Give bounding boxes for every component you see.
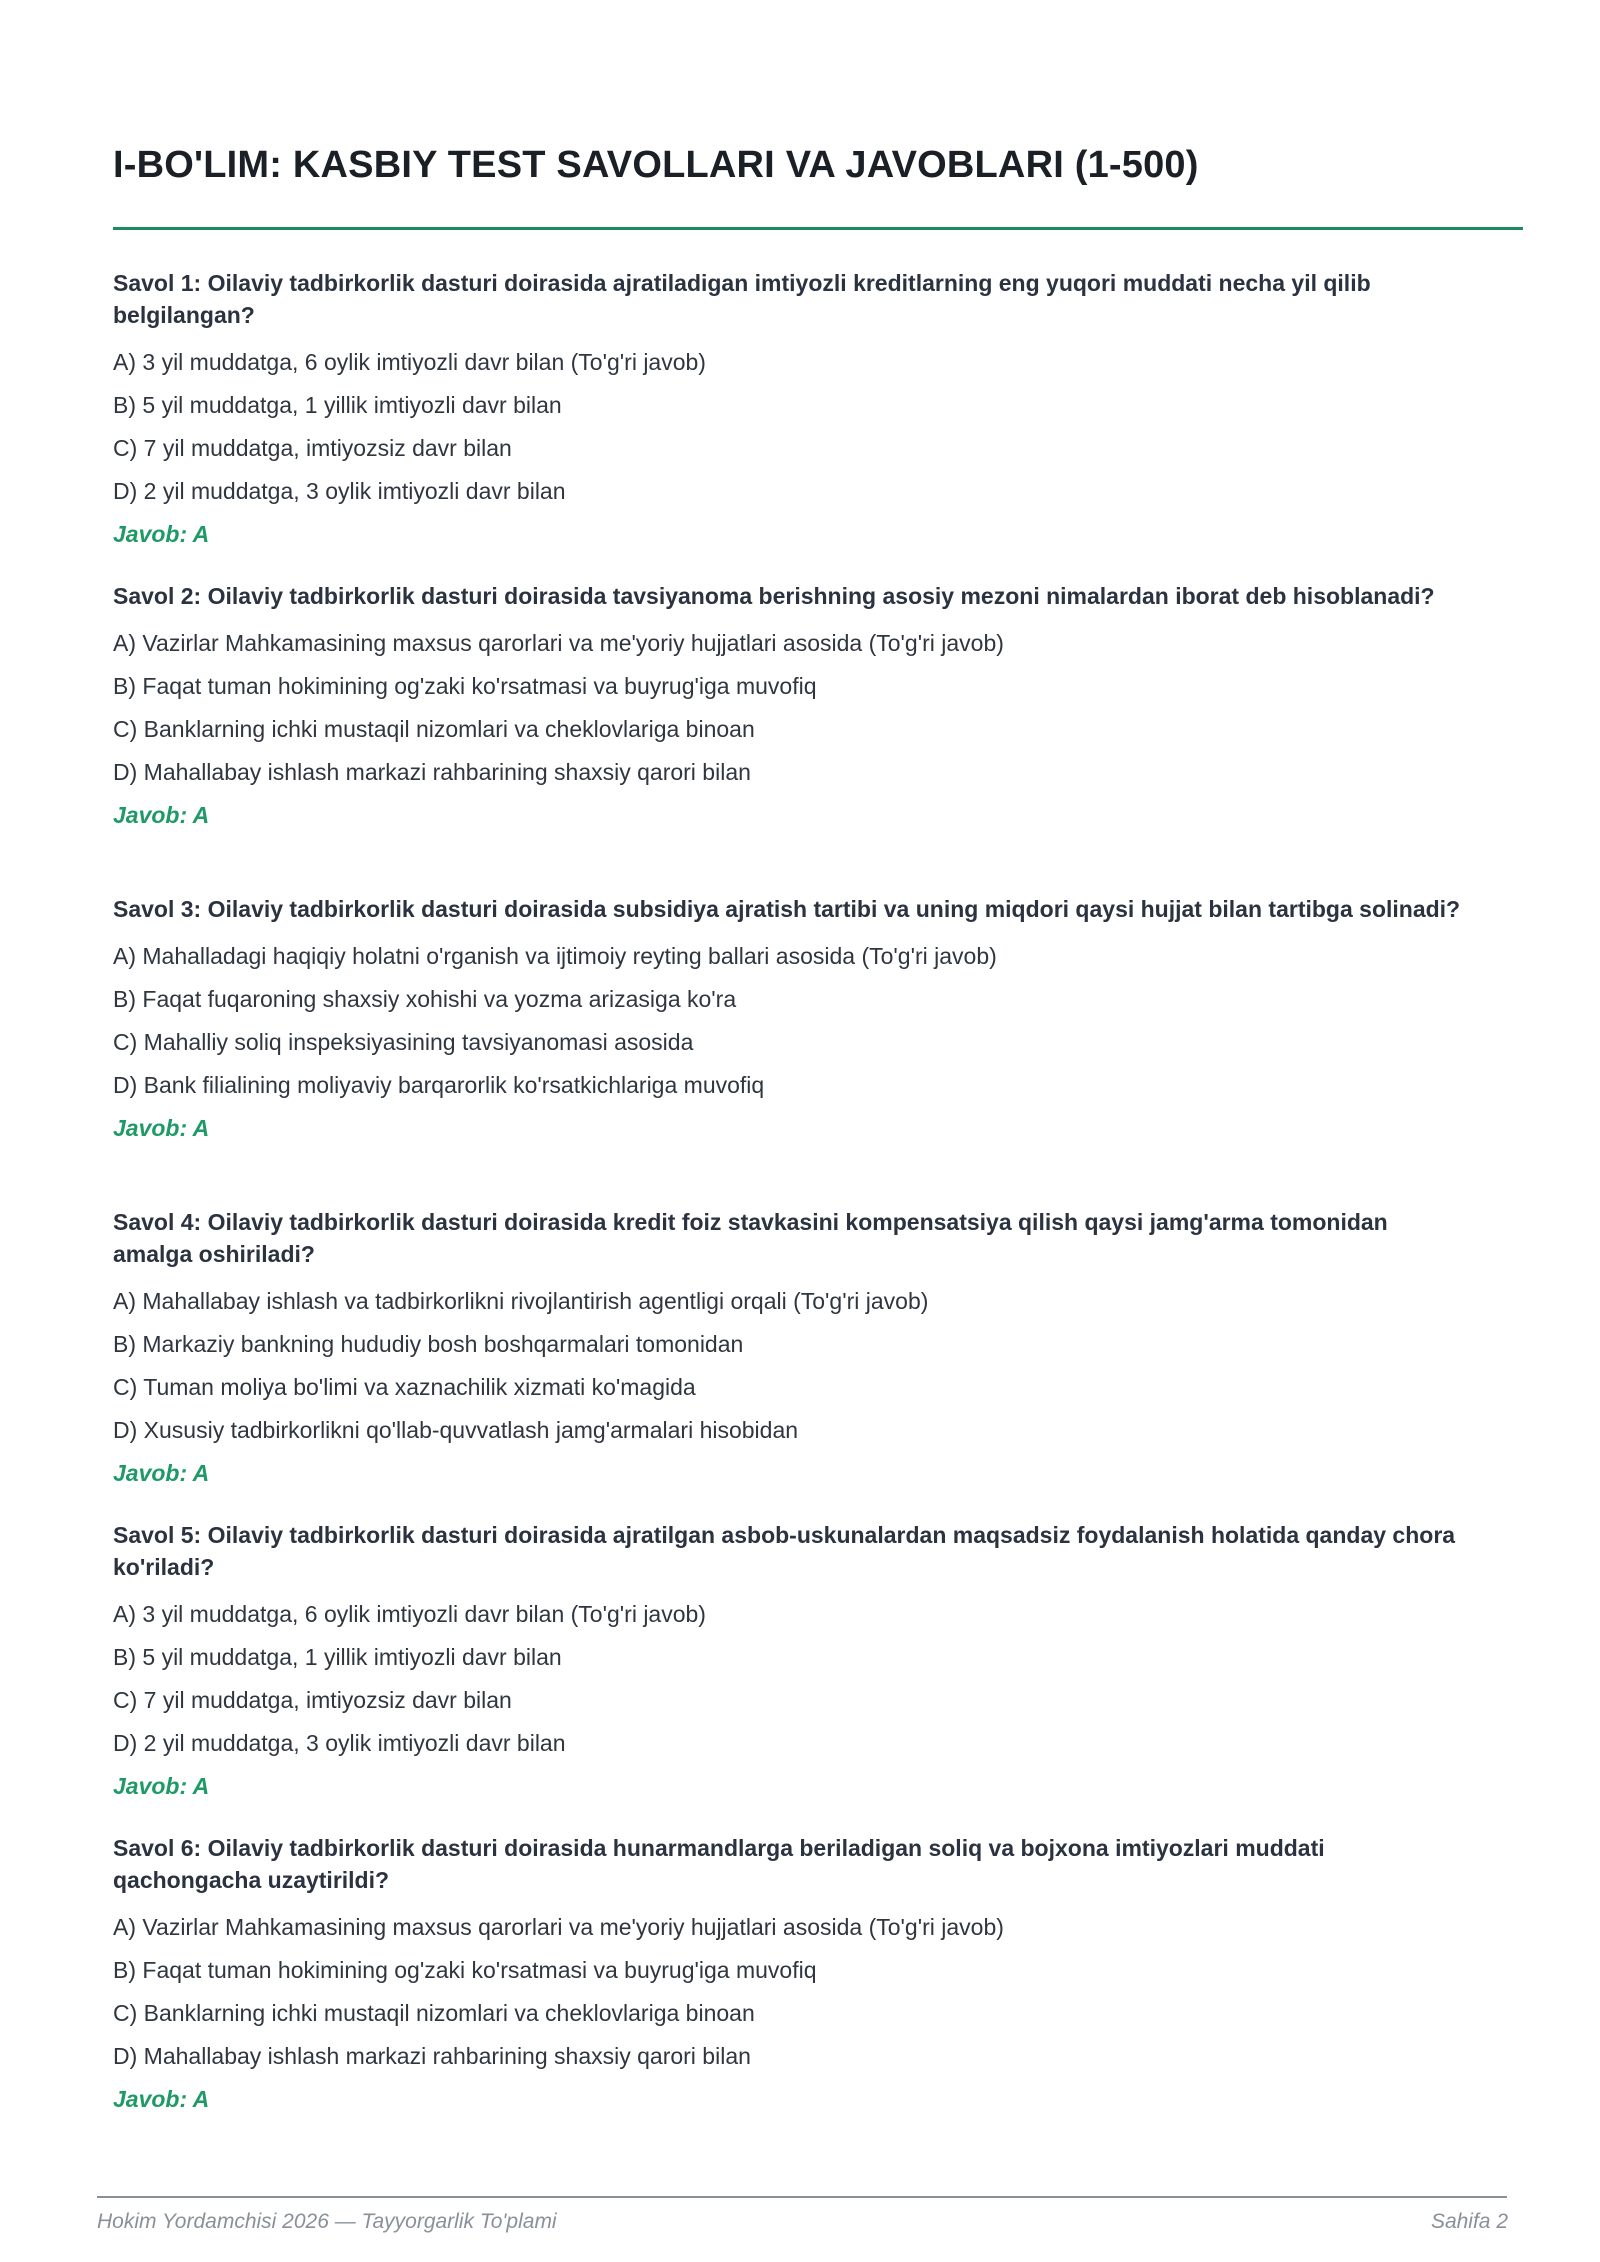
option-d: D) Mahallabay ishlash markazi rahbarining shaxsiy qarori bilan bbox=[113, 759, 751, 785]
question-label: Savol 2: bbox=[113, 583, 202, 609]
option-c: C) Banklarning ichki mustaqil nizomlari va cheklovlariga binoan bbox=[113, 2000, 755, 2026]
option-c: C) 7 yil muddatga, imtiyozsiz davr bilan bbox=[113, 435, 512, 461]
option-d: D) Bank filialining moliyaviy barqarorlik ko'rsatkichlariga muvofiq bbox=[113, 1072, 765, 1098]
answer-label: Javob: A bbox=[113, 1115, 210, 1141]
option-c: C) Tuman moliya bo'limi va xaznachilik xizmati ko'magida bbox=[113, 1374, 696, 1400]
option-a: A) 3 yil muddatga, 6 oylik imtiyozli davr bilan (To'g'ri javob) bbox=[113, 349, 706, 375]
question-text bbox=[113, 267, 1473, 331]
question-text bbox=[113, 1206, 1473, 1270]
question-list bbox=[113, 267, 1473, 2145]
question-body: Oilaviy tadbirkorlik dasturi doirasida kredit foiz stavkasini kompensatsiya qilish qaysi jamg'arma tomonidan amalga oshiriladi? bbox=[113, 1209, 1388, 1267]
option-b: B) Faqat tuman hokimining og'zaki ko'rsatmasi va buyrug'iga muvofiq bbox=[113, 673, 817, 699]
option-d: D) 2 yil muddatga, 3 oylik imtiyozli davr bilan bbox=[113, 1730, 566, 1756]
question-label: Savol 1: bbox=[113, 270, 202, 296]
option-b: B) 5 yil muddatga, 1 yillik imtiyozli davr bilan bbox=[113, 1644, 562, 1670]
answer-label: Javob: A bbox=[113, 2086, 210, 2112]
question-text bbox=[113, 1519, 1473, 1583]
footer-page-number: Sahifa 2 bbox=[1430, 2210, 1508, 2233]
option-a: A) 3 yil muddatga, 6 oylik imtiyozli davr bilan (To'g'ri javob) bbox=[113, 1601, 706, 1627]
option-c: C) Mahalliy soliq inspeksiyasining tavsiyanomasi asosida bbox=[113, 1029, 694, 1055]
question-body: Oilaviy tadbirkorlik dasturi doirasida subsidiya ajratish tartibi va uning miqdori qaysi hujjat bilan tartibga solinadi? bbox=[207, 896, 1461, 922]
option-b: B) Faqat fuqaroning shaxsiy xohishi va yozma arizasiga ko'ra bbox=[113, 986, 737, 1012]
question-body: Oilaviy tadbirkorlik dasturi doirasida ajratiladigan imtiyozli kreditlarning eng yuqori muddati necha yil qilib belgilangan? bbox=[113, 270, 1371, 328]
answer-label: Javob: A bbox=[113, 802, 210, 828]
option-list bbox=[113, 341, 1473, 513]
option-d: D) Xususiy tadbirkorlikni qo'llab-quvvatlash jamg'armalari hisobidan bbox=[113, 1417, 799, 1443]
question-text bbox=[113, 1832, 1473, 1896]
question-item bbox=[113, 893, 1473, 1206]
question-body: Oilaviy tadbirkorlik dasturi doirasida ajratilgan asbob-uskunalardan maqsadsiz foydalanish holatida qanday chora ko'riladi? bbox=[113, 1522, 1456, 1580]
option-b: B) Faqat tuman hokimining og'zaki ko'rsatmasi va buyrug'iga muvofiq bbox=[113, 1957, 817, 1983]
question-item bbox=[113, 1519, 1473, 1832]
option-list bbox=[113, 1906, 1473, 2078]
option-list bbox=[113, 622, 1473, 794]
question-item bbox=[113, 580, 1473, 893]
option-list bbox=[113, 935, 1473, 1107]
footer-divider bbox=[97, 2196, 1507, 2198]
option-a: A) Vazirlar Mahkamasining maxsus qarorlari va me'yoriy hujjatlari asosida (To'g'ri javob) bbox=[113, 1914, 1004, 1940]
question-label: Savol 4: bbox=[113, 1209, 202, 1235]
option-b: B) 5 yil muddatga, 1 yillik imtiyozli davr bilan bbox=[113, 392, 562, 418]
question-label: Savol 3: bbox=[113, 896, 202, 922]
page-title: I-BO'LIM: KASBIY TEST SAVOLLARI VA JAVOBLARI (1-500) bbox=[113, 144, 1199, 186]
option-c: C) Banklarning ichki mustaqil nizomlari va cheklovlariga binoan bbox=[113, 716, 755, 742]
question-body: Oilaviy tadbirkorlik dasturi doirasida hunarmandlarga beriladigan soliq va bojxona imtiyozlari muddati qachongacha uzaytirildi? bbox=[113, 1835, 1325, 1893]
option-a: A) Vazirlar Mahkamasining maxsus qarorlari va me'yoriy hujjatlari asosida (To'g'ri javob) bbox=[113, 630, 1004, 656]
option-list bbox=[113, 1593, 1473, 1765]
option-a: A) Mahallabay ishlash va tadbirkorlikni rivojlantirish agentligi orqali (To'g'ri javob) bbox=[113, 1288, 929, 1314]
option-d: D) Mahallabay ishlash markazi rahbarining shaxsiy qarori bilan bbox=[113, 2043, 751, 2069]
question-item bbox=[113, 1832, 1473, 2145]
question-text bbox=[113, 893, 1473, 925]
question-item bbox=[113, 1206, 1473, 1519]
option-list bbox=[113, 1280, 1473, 1452]
question-item bbox=[113, 267, 1473, 580]
question-label: Savol 5: bbox=[113, 1522, 202, 1548]
answer-label: Javob: A bbox=[113, 1460, 210, 1486]
answer-label: Javob: A bbox=[113, 1773, 210, 1799]
option-d: D) 2 yil muddatga, 3 oylik imtiyozli davr bilan bbox=[113, 478, 566, 504]
answer-label: Javob: A bbox=[113, 521, 210, 547]
question-text bbox=[113, 580, 1473, 612]
option-c: C) 7 yil muddatga, imtiyozsiz davr bilan bbox=[113, 1687, 512, 1713]
option-a: A) Mahalladagi haqiqiy holatni o'rganish va ijtimoiy reyting ballari asosida (To'g'ri javob) bbox=[113, 943, 997, 969]
title-divider bbox=[113, 227, 1523, 230]
footer-document-title: Hokim Yordamchisi 2026 — Tayyorgarlik To'plami bbox=[97, 2210, 557, 2233]
option-b: B) Markaziy bankning hududiy bosh boshqarmalari tomonidan bbox=[113, 1331, 744, 1357]
question-body: Oilaviy tadbirkorlik dasturi doirasida tavsiyanoma berishning asosiy mezoni nimalardan iborat deb hisoblanadi? bbox=[207, 583, 1435, 609]
question-label: Savol 6: bbox=[113, 1835, 202, 1861]
